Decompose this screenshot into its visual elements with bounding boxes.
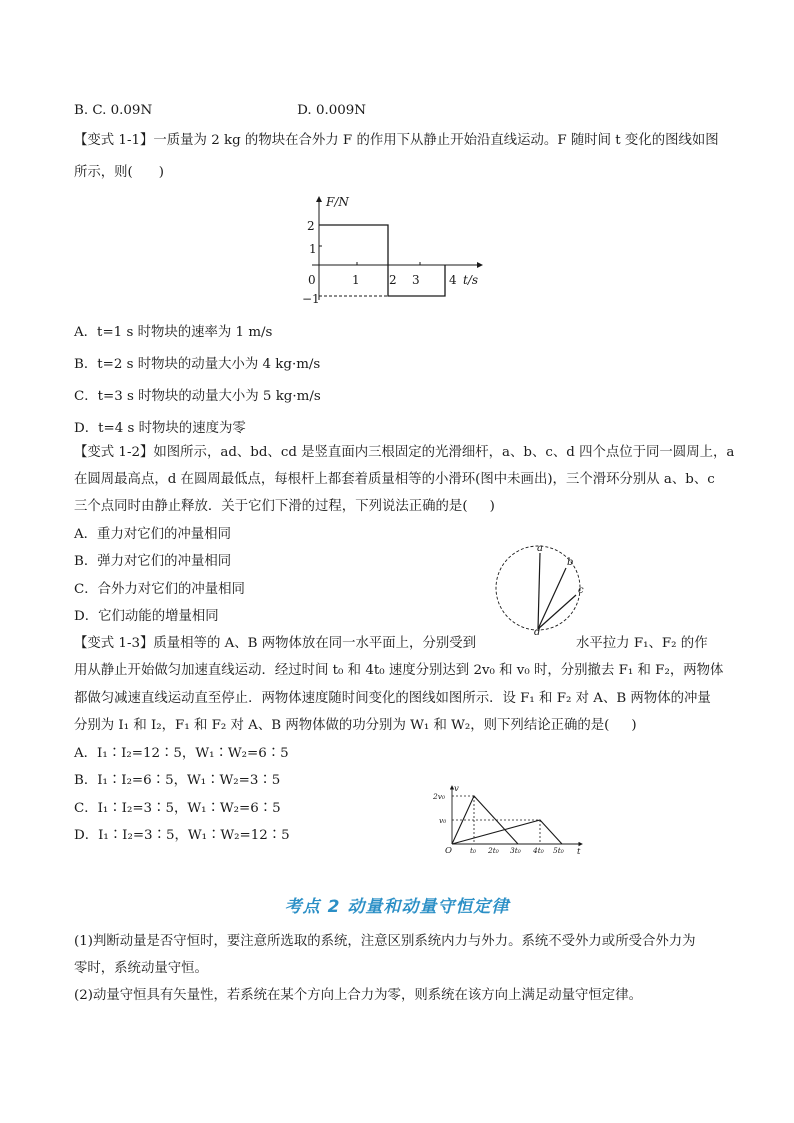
y-tick-label: v₀ [439,816,447,825]
previous-options-line [74,101,366,121]
velocity-time-graph [432,782,590,858]
q12-stem-line-2: 在圆周最高点，d 在圆周最低点，每根杆上都套着质量相等的小滑环(图中未画出)，三个滑环分别从 a、b、c [74,472,715,487]
y-axis-label: v [454,784,459,794]
y-axis-label: F/N [326,195,349,209]
section2-paragraph-2: (2)动量守恒具有矢量性，若系统在某个方向上合力为零，则系统在该方向上满足动量守恒定律。 [74,988,642,1003]
x-tick-label: t₀ [470,846,477,855]
force-segment-positive [319,225,388,265]
x-tick-label: 2t₀ [488,846,499,855]
point-label: b [567,557,574,568]
circle-rods-figure [488,543,598,635]
q11-label: 【变式 1-1】 [74,133,154,148]
q11-stem-line-2 [74,163,164,183]
q11-option: D．t=4 s 时物块的速度为零 [74,421,246,436]
section2-paragraph-1a: (1)判断动量是否守恒时，要注意所选取的系统，注意区别系统内力与外力。系统不受外力或所受合外力为 [74,934,696,949]
q12-text-3: 三个点同时由静止释放．关于它们下滑的过程，下列说法正确的是( [74,499,468,514]
q13-text-4: 分别为 I₁ 和 I₂，F₁ 和 F₂ 对 A、B 两物体做的功分别为 W₁ 和 W₂，则下列结论正确的是( [74,718,610,733]
q13-label: 【变式 1-3】 [74,636,154,651]
y-tick-label: 2 [307,219,315,233]
point-label: c [578,585,584,596]
x-tick-label: 2 [389,273,397,287]
y-tick-label: 2v₀ [433,792,446,801]
q11-option: C．t=3 s 时物块的动量大小为 5 kg·m/s [74,389,321,404]
origin-label: O [445,846,452,856]
q11-stem-line-1 [74,131,719,151]
q11-text-1: 一质量为 2 kg 的物块在合外力 F 的作用下从静止开始沿直线运动。F 随时间 t 变化的图线如图 [153,133,719,148]
q12-option: C．合外力对它们的冲量相同 [74,582,245,597]
q13-option: C．I₁∶I₂=3∶5，W₁∶W₂=6∶5 [74,801,281,816]
q12-option: A．重力对它们的冲量相同 [74,527,231,542]
y-tick-label: 1 [309,242,317,256]
point-label: a [537,543,543,554]
x-tick-label: 3t₀ [510,846,521,855]
q13-close: ) [631,718,637,733]
q13-text-1a: 质量相等的 A、B 两物体放在同一水平面上，分别受到 [153,636,477,651]
x-axis-label: t/s [463,273,479,287]
x-tick-label: 3 [412,273,420,287]
q13-text-1b: 水平拉力 F₁、F₂ 的作 [576,636,708,651]
q12-option: D．它们动能的增量相同 [74,609,219,624]
q13-stem-line-2: 用从静止开始做匀加速直线运动．经过时间 t₀ 和 4t₀ 速度分别达到 2v₀ 和 v₀ 时，分别撤去 F₁ 和 F₂，两物体 [74,663,724,678]
q12-stem-line-1 [74,443,734,463]
point-label: d [534,627,541,635]
option-b-c: B. C. 0.09N [74,103,153,118]
x-tick-label: 5t₀ [553,846,564,855]
rod-cd [538,595,576,629]
x-axis-label: t [577,847,581,857]
q13-option: A．I₁∶I₂=12∶5，W₁∶W₂=6∶5 [74,746,289,761]
q12-option: B．弹力对它们的冲量相同 [74,554,232,569]
q11-option: B．t=2 s 时物块的动量大小为 4 kg·m/s [74,357,321,372]
x-tick-label: 4 [449,273,457,287]
q13-option: D．I₁∶I₂=3∶5，W₁∶W₂=12∶5 [74,828,290,843]
q12-stem-line-3 [74,497,495,517]
q12-close: ) [489,499,495,514]
force-time-graph [300,192,500,314]
q13-stem-line-1 [74,634,708,654]
section-heading: 考点 2 动量和动量守恒定律 [284,897,510,917]
x-tick-label: 4t₀ [533,846,544,855]
q11-option: A．t=1 s 时物块的速率为 1 m/s [74,325,273,340]
q11-text-2: 所示，则( [74,165,133,180]
q13-stem-line-4 [74,716,637,736]
y-tick-label: −1 [302,292,320,306]
q12-label: 【变式 1-2】 [74,445,154,460]
section2-paragraph-1b: 零时，系统动量守恒。 [74,961,208,976]
rod-ad [538,553,540,629]
rod-bd [538,568,566,629]
q13-stem-line-3: 都做匀减速直线运动直至停止．两物体速度随时间变化的图线如图所示．设 F₁ 和 F₂ 对 A、B 两物体的冲量 [74,691,711,706]
q12-text-1: 如图所示，ad、bd、cd 是竖直面内三根固定的光滑细杆，a、b、c、d 四个点位于同一圆周上，a [153,445,735,460]
q13-option: B．I₁∶I₂=6∶5，W₁∶W₂=3∶5 [74,773,281,788]
origin-label: 0 [308,273,316,287]
option-d: D. 0.009N [297,103,366,118]
q11-close: ) [158,165,165,180]
x-tick-label: 1 [352,273,360,287]
